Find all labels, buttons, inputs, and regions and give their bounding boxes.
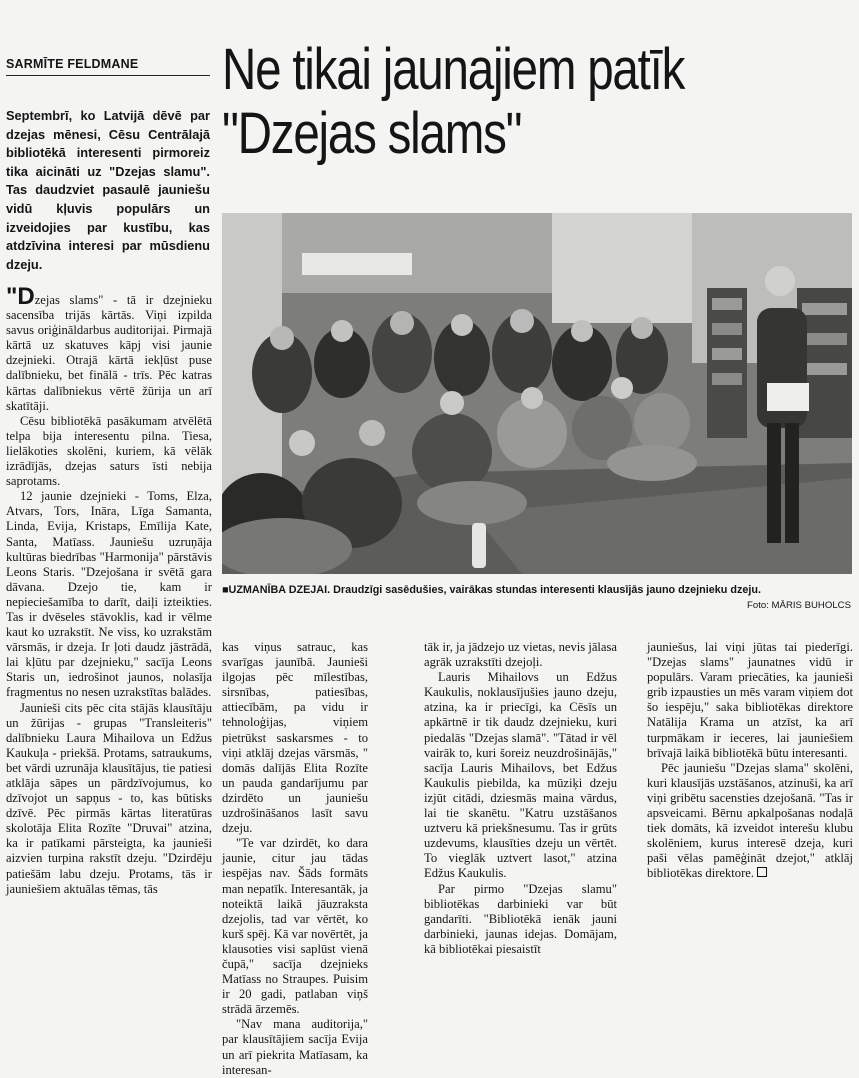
paragraph-2: Cēsu bibliotēkā pasākumam atvēlētā telpa bija interesentu pilna. Tiesa, lielākoties skolēni, kuriem, kā vēlāk izrādījās, dzejas saturs īsti nebija saprotams. (6, 413, 212, 489)
byline: SARMĪTE FELDMANE (6, 57, 139, 71)
headline-line-2: "Dzejas slams" (222, 101, 522, 166)
paragraph-8b: jauniešus, lai viņi jūtas tai piederīgi. "Dzejas slams" jaunatnes vidū ir populārs. Varam priecāties, ka jaunieši grib izpausties un mēs varam viņiem dot šo iespēju," saka bibliotēkas direktore Natālija Krama un atzīst, ka arī turpmākam ir ieceres, lai jauniešiem brīvajā laikā bibliotēkā būtu interesanti. (647, 640, 853, 760)
column-1 (6, 283, 212, 897)
column-3 (424, 640, 617, 957)
paragraph-6b: tāk ir, ja jādzejo uz vietas, nevis jālasa agrāk uzrakstīti dzejoļi. (424, 640, 617, 670)
paragraph-8a: Par pirmo "Dzejas slamu" bibliotēkas darbinieki var būt gandarīti. "Bibliotēkā ienāk jauni darbinieki, jaunas idejas. Domājam, kā bibliotēkai piesaistīt (424, 881, 617, 956)
paragraph-9: Pēc jauniešu "Dzejas slama" skolēni, kuri klausījās uzstāšanos, atzinuši, ka arī viņi gribētu sacensties dzejošanā. "Tas ir apsveicami. Bērnu apkalpošanas nodaļā tiek domāts, kā izveidot interešu klubu skolēniem, kurus interesē dzeja, kuri paši vēlas pamēģināt dzejot," atklāj bibliotēkas direktore. (647, 760, 853, 881)
headline-line-1: Ne tikai jaunajiem patīk (222, 37, 685, 102)
caption-square-icon: ■ (222, 584, 229, 596)
lead-paragraph: Septembrī, ko Latvijā dēvē par dzejas mēnesi, Cēsu Centrālajā bibliotēkā interesenti pirmoreiz tika aicināti uz "Dzejas slamu". Tas daudzviet pasaulē jauniešu vidū kļuvis populārs un izveidojies par kustību, kas atdzīvina interesi par mūsdienu dzeju. (6, 108, 210, 272)
end-mark-icon (757, 867, 767, 877)
drop-cap: "D (6, 283, 35, 310)
column-2 (222, 640, 368, 1078)
paragraph-5: "Te var dzirdēt, ko dara jaunie, citur jau tādas iespējas nav. Šāds formāts man nepatīk. Interesantāk, ja noteiktā laikā jāuzraksta dzejolis, tad var vērtēt, ko kurš spēj. Kā var novērtēt, ja klausoties visi saplūst vienā čupā," sacīja dzejnieks Matīass no Straupes. Puisim ir 20 gadi, patlaban viņš strādā ārzemēs. (222, 836, 368, 1017)
photo-illustration (222, 213, 852, 574)
caption-label: UZMANĪBA DZEJAI. (228, 584, 331, 596)
byline-rule (6, 75, 210, 76)
paragraph-4b: kas viņus satrauc, kas svarīgas jaunībā. Jaunieši ilgojas pēc mīlestības, sirsnības, patiesības, attiecībām, pa vidu ir tehnoloģijas, viņiem pietrūkst saskarsmes - to viņi atklāj dzejas vārsmās, " domās dalījās Elita Rozīte un pauda gandarījumu par dzirdēto un jauniešu uzdrošināšanos lasīt savu dzeju. (222, 640, 368, 836)
paragraph-4a: Jaunieši cits pēc cita stājās klausītāju un žūrijas - grupas "Transleiteris" dalībnieku Laura Mihailova un Edžus Kaukuļa - priekšā. Protams, satraukums, bet vārdi uzrunāja klausītājus, tie patiesi atklāja sāpes un pārdzīvojumus, ko dzīvojot un sapņus - to, kas būtisks dzīvē. Pēc pirmās kārtas literatūras skolotāja Elita Rozīte "Druvai" atzina, ka ir patīkami pārsteigta, ka jaunieši aizvien turpina rakstīt dzeju. "Dzirdēju patiešām labu dzeju. Protams, tās ir jauniešiem aktuālas tēmas, tās (6, 700, 212, 896)
paragraph-1: "Dzejas slams" - tā ir dzejnieku sacensība trijās kārtās. Viņi izpilda savus oriģināldarbus auditorijai. Pirmajā kārtā uz skatuves kāpj visi jaunie dzejnieki. Otrajā kārtā iekļūst puse dalībnieku, bet finālā - trīs. Pēc katras kārtas dalībniekus vērtē žūrija un arī skatītāji. (6, 283, 212, 413)
headline (222, 38, 739, 166)
photo-caption (222, 584, 852, 596)
paragraph-3: 12 jaunie dzejnieki - Toms, Elza, Atvars, Tors, Ināra, Līga Samanta, Linda, Evija, Kristaps, Emīlija Kate, Santa, Matīass. Jauniešu uzruņāja kultūras biedrības "Harmonija" pārstāvis Leons Staris. "Dzejošana ir svētā gara dāvana. Dzejo tie, kam ir nepieciešamība to darīt, daiļi izteikties. Tas ir dvēseles stāvoklis, kad ir vēlme kaut ko uzrakstīt. Ne viss, ko uzrakstām vārsmās, ir dzeja. Ir ļoti daudz jāstrādā, lai kļūtu par dzejnieku," sacīja Leons Staris un, iedrošinot jaunos, nolasīja fragmentus no nesen uzrakstītas balādes. (6, 489, 212, 700)
paragraph-7: Lauris Mihailovs un Edžus Kaukulis, noklausījušies jauno dzeju, atzina, ka ir priecīgi, ka Cēsīs un apkārtnē ir tik daudz dzejnieku, kuri piedalās "Dzejas slamā". "Tātad ir vēl vairāk to, kuri šoreiz neuzdrošinājās," sacīja Lauris Mihailovs, bet Edžus Kaukulis piebilda, ka mūziķi dzeju izjūt citādi, dziesmās maina vārdus, lai tie skanētu. "Katru uzstāšanos uztveru kā priekšnesumu. Tas ir grūts uzdevums, klausīties dzeju un vērtēt. To vieglāk uztvert lasot," atzina Edžus Kaukulis. (424, 670, 617, 881)
column-4 (647, 640, 853, 882)
article-photo (222, 213, 852, 574)
photo-credit: Foto: MĀRIS BUHOLCS (747, 600, 851, 611)
caption-text: Draudzīgi sasēdušies, vairākas stundas interesenti klausījās jauno dzejnieku dzeju. (333, 584, 761, 596)
paragraph-6a: "Nav mana auditorija," par klausītājiem sacīja Evija un arī piekrita Matīasam, ka interesan- (222, 1017, 368, 1077)
